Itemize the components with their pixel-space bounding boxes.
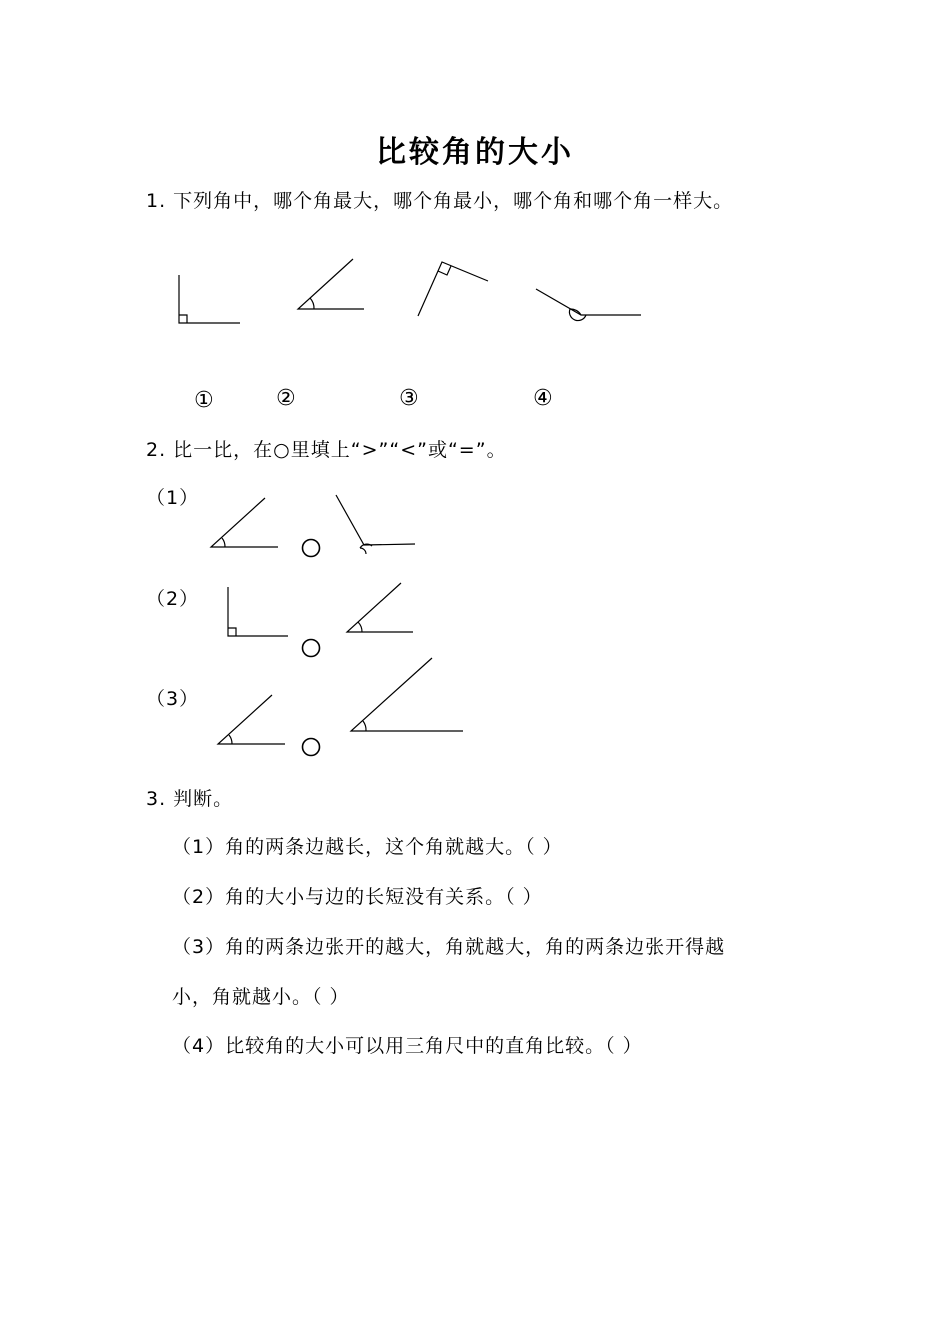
q3-item-3-line-2: 小，角就越小。（ ） <box>172 986 350 1008</box>
q1-label-4: ④ <box>533 386 553 411</box>
q2-1-compare-circle[interactable] <box>303 540 320 557</box>
q1-angle-2 <box>298 259 364 309</box>
q2-2-compare-circle[interactable] <box>303 640 320 657</box>
q1-angle-3 <box>418 262 488 316</box>
q3-item-3-line-1: （3）角的两条边张开的越大，角就越大，角的两条边张开得越 <box>172 936 726 958</box>
q2-item-3-label: （3） <box>146 688 200 710</box>
q2-2-left-angle <box>228 587 288 636</box>
q2-item-1-label: （1） <box>146 487 200 509</box>
q2-1-left-angle <box>211 498 278 547</box>
q1-angle-4 <box>536 289 641 321</box>
question-2-text: 2. 比一比，在○里填上“>”“<”或“=”。 <box>146 439 507 461</box>
q2-3-right-angle <box>351 658 463 731</box>
q1-label-1: ① <box>194 388 214 413</box>
q3-item-1: （1）角的两条边越长，这个角就越大。（ ） <box>172 836 563 858</box>
question-3-heading: 3. 判断。 <box>146 788 234 810</box>
question-1-text: 1. 下列角中，哪个角最大，哪个角最小，哪个角和哪个角一样大。 <box>146 190 734 212</box>
q2-2-right-angle <box>347 583 413 632</box>
q2-3-compare-circle[interactable] <box>303 739 320 756</box>
q2-item-2-label: （2） <box>146 588 200 610</box>
q2-3-left-angle <box>218 695 285 744</box>
page-title: 比较角的大小 <box>376 135 574 170</box>
q1-label-2: ② <box>276 386 296 411</box>
q1-angle-1 <box>179 275 240 323</box>
q2-1-right-angle <box>336 495 415 554</box>
q3-item-4: （4）比较角的大小可以用三角尺中的直角比较。（ ） <box>172 1035 643 1057</box>
q1-label-3: ③ <box>399 386 419 411</box>
q3-item-2: （2）角的大小与边的长短没有关系。（ ） <box>172 886 543 908</box>
